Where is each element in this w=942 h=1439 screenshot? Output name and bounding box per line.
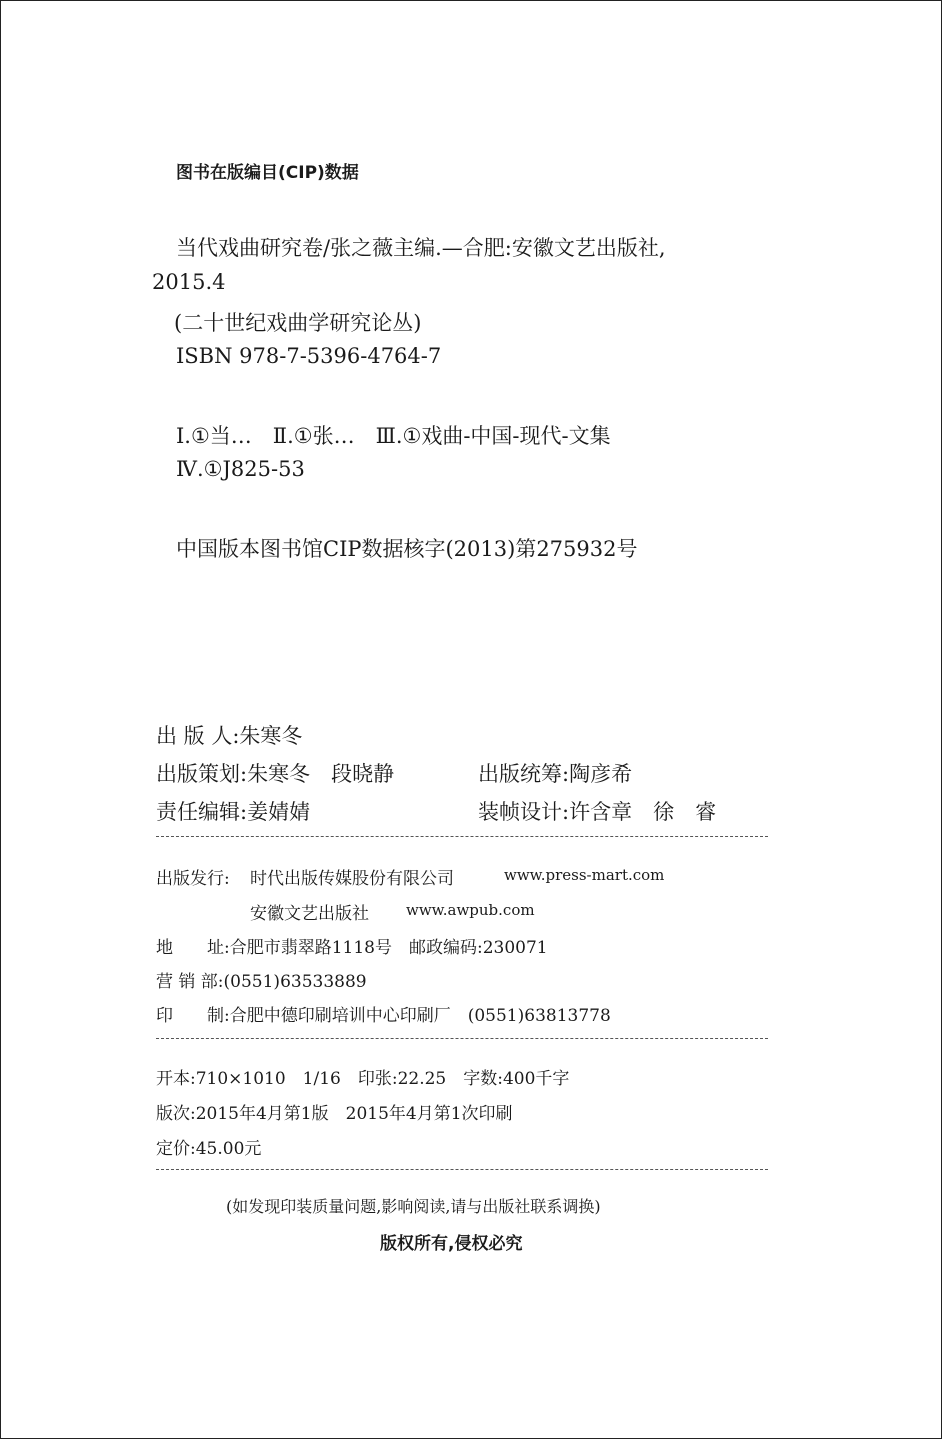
spec-edition: 版次:2015年4月第1版 2015年4月第1次印刷 bbox=[156, 1104, 513, 1124]
cip-isbn: ISBN 978-7-5396-4764-7 bbox=[176, 344, 442, 368]
printing-info: 印 制:合肥中德印刷培训中心印刷厂 (0551)63813778 bbox=[156, 1006, 611, 1026]
distribution-label: 出版发行: bbox=[156, 869, 230, 889]
cip-header: 图书在版编目(CIP)数据 bbox=[176, 163, 359, 183]
marketing-phone: 营 销 部:(0551)63533889 bbox=[156, 972, 367, 992]
distributor-1: 时代出版传媒股份有限公司 bbox=[250, 869, 454, 889]
spec-price: 定价:45.00元 bbox=[156, 1139, 262, 1159]
cip-classification-1: Ⅰ.①当… Ⅱ.①张… Ⅲ.①戏曲-中国-现代-文集 bbox=[176, 424, 611, 448]
divider-2 bbox=[156, 1038, 768, 1039]
url-1: www.press-mart.com bbox=[504, 866, 665, 884]
cip-approval-number: 中国版本图书馆CIP数据核字(2013)第275932号 bbox=[176, 537, 638, 561]
spec-format: 开本:710×1010 1/16 印张:22.25 字数:400千字 bbox=[156, 1069, 570, 1089]
address: 地 址:合肥市翡翠路1118号 邮政编码:230071 bbox=[156, 938, 548, 958]
divider-3 bbox=[156, 1169, 768, 1170]
cip-classification-2: Ⅳ.①J825-53 bbox=[176, 457, 305, 481]
cip-date: 2015.4 bbox=[152, 270, 226, 294]
cip-series: (二十世纪戏曲学研究论丛) bbox=[174, 311, 422, 335]
distributor-2: 安徽文艺出版社 bbox=[250, 904, 369, 924]
copyright-notice: 版权所有,侵权必究 bbox=[380, 1234, 523, 1254]
credit-planning: 出版策划:朱寒冬 段晓静 bbox=[156, 762, 395, 786]
credit-publisher: 出 版 人:朱寒冬 bbox=[156, 724, 303, 748]
credit-editor: 责任编辑:姜婧婧 bbox=[156, 800, 311, 824]
credit-design: 装帧设计:许含章 徐 睿 bbox=[478, 800, 717, 824]
credit-coordination: 出版统筹:陶彦希 bbox=[478, 762, 633, 786]
cip-title-line: 当代戏曲研究卷/张之薇主编.—合肥:安徽文艺出版社, bbox=[176, 236, 666, 260]
divider-1 bbox=[156, 836, 768, 837]
quality-notice: (如发现印装质量问题,影响阅读,请与出版社联系调换) bbox=[226, 1197, 601, 1216]
url-2: www.awpub.com bbox=[406, 901, 535, 919]
